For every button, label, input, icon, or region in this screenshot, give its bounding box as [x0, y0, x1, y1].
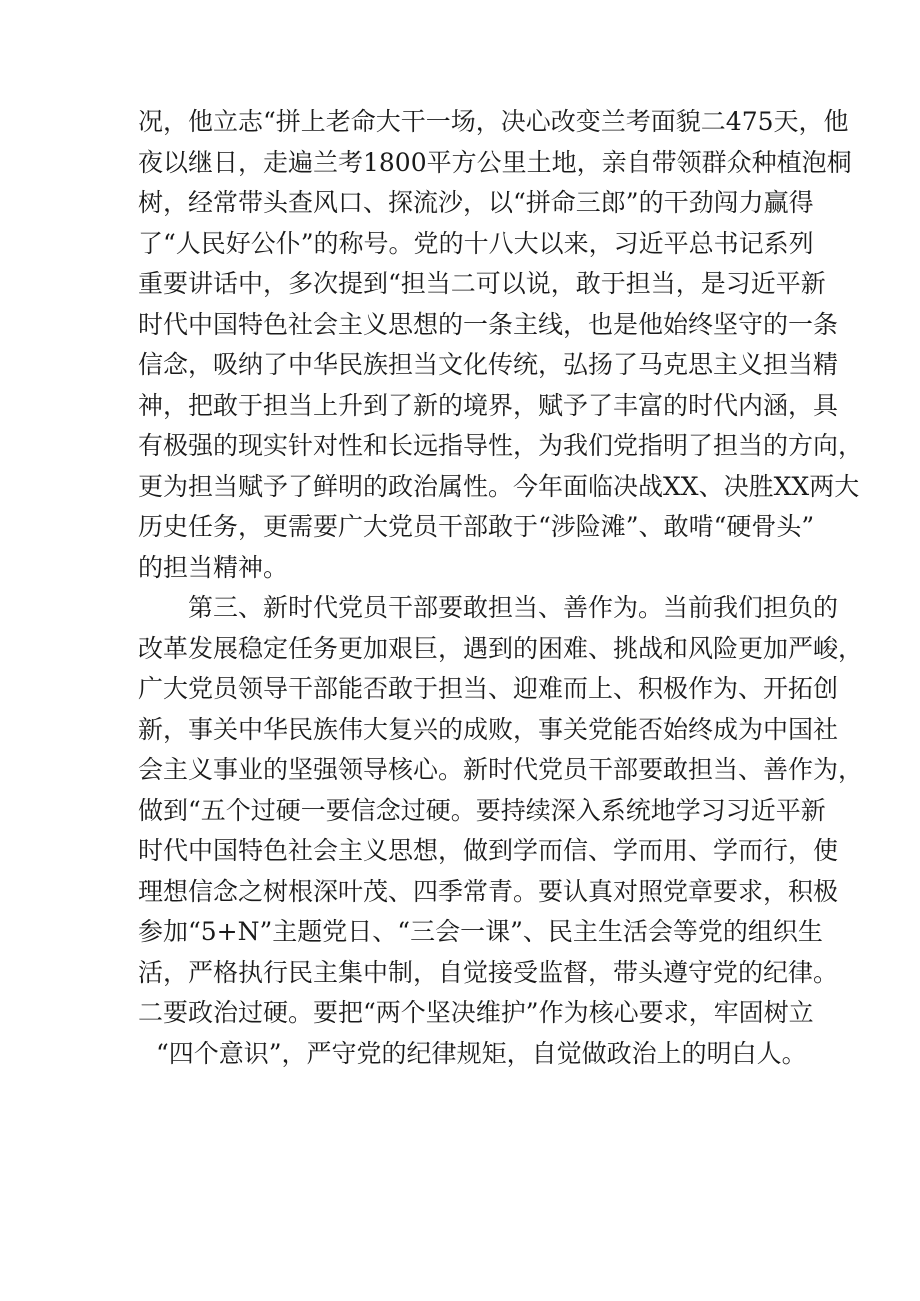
text-line: 夜以继日，走遍兰考1800平方公里土地，亲自带领群众种植泡桐 — [138, 147, 852, 177]
text-line: 参加“5+N”主题党日、“三会一课”、民主生活会等党的组织生 — [138, 917, 823, 946]
paragraph-start-line: 第三、新时代党员干部要敢担当、善作为。当前我们担负的 — [188, 593, 839, 622]
text-line: 信念，吸纳了中华民族担当文化传统，弘扬了马克思主义担当精 — [138, 350, 839, 379]
body-text — [138, 102, 864, 1074]
text-line: 历史任务，更需要广大党员干部敢于“涉险滩”、敢啃“硬骨头” — [138, 512, 815, 541]
text-line: 了“人民好公仆”的称号。党的十八大以来，习近平总书记系列 — [138, 228, 814, 258]
text-line: 新，事关中华民族伟大复兴的成败，事关党能否始终成为中国社 — [138, 714, 839, 744]
text-line: 时代中国特色社会主义思想的一条主线，也是他始终坚守的一条 — [138, 309, 839, 339]
text-line: 重要讲话中，多次提到“担当二可以说，敢于担当，是习近平新 — [138, 269, 826, 298]
text-line: 更为担当赋予了鲜明的政治属性。今年面临决战XX、决胜XX两大 — [138, 471, 860, 501]
text-line: 改革发展稳定任务更加艰巨，遇到的困难、挑战和风险更加严峻， — [138, 633, 864, 663]
text-line: 会主义事业的坚强领导核心。新时代党员干部要敢担当、善作为， — [138, 755, 864, 784]
text-line: 活，严格执行民主集中制，自觉接受监督，带头遵守党的纪律。 — [138, 957, 839, 987]
text-line: 况，他立志“拼上老命大干一场，决心改变兰考面貌二475天，他 — [138, 107, 849, 136]
text-line: 有极强的现实针对性和长远指导性，为我们党指明了担当的方向， — [138, 431, 864, 460]
text-line: 时代中国特色社会主义思想，做到学而信、学而用、学而行，使 — [138, 836, 839, 865]
text-line: 树，经常带头查风口、探流沙，以“拼命三郎”的干劲闯力赢得 — [138, 188, 814, 217]
text-line: 理想信念之树根深叶茂、四季常青。要认真对照党章要求，积极 — [138, 876, 839, 906]
text-line: 的担当精神。 — [138, 552, 289, 582]
text-line: 神，把敢于担当上升到了新的境界，赋予了丰富的时代内涵，具 — [138, 390, 839, 420]
text-line: 二要政治过硬。要把“两个坚决维护”作为核心要求，牢固树立 — [138, 998, 814, 1027]
text-line: 广大党员领导干部能否敢于担当、迎难而上、积极作为、开拓创 — [138, 674, 839, 703]
text-line: “四个意识”，严守党的纪律规矩，自觉做政治上的明白人。 — [156, 1038, 807, 1068]
text-line: 做到“五个过硬一要信念过硬。要持续深入系统地学习习近平新 — [138, 795, 826, 825]
